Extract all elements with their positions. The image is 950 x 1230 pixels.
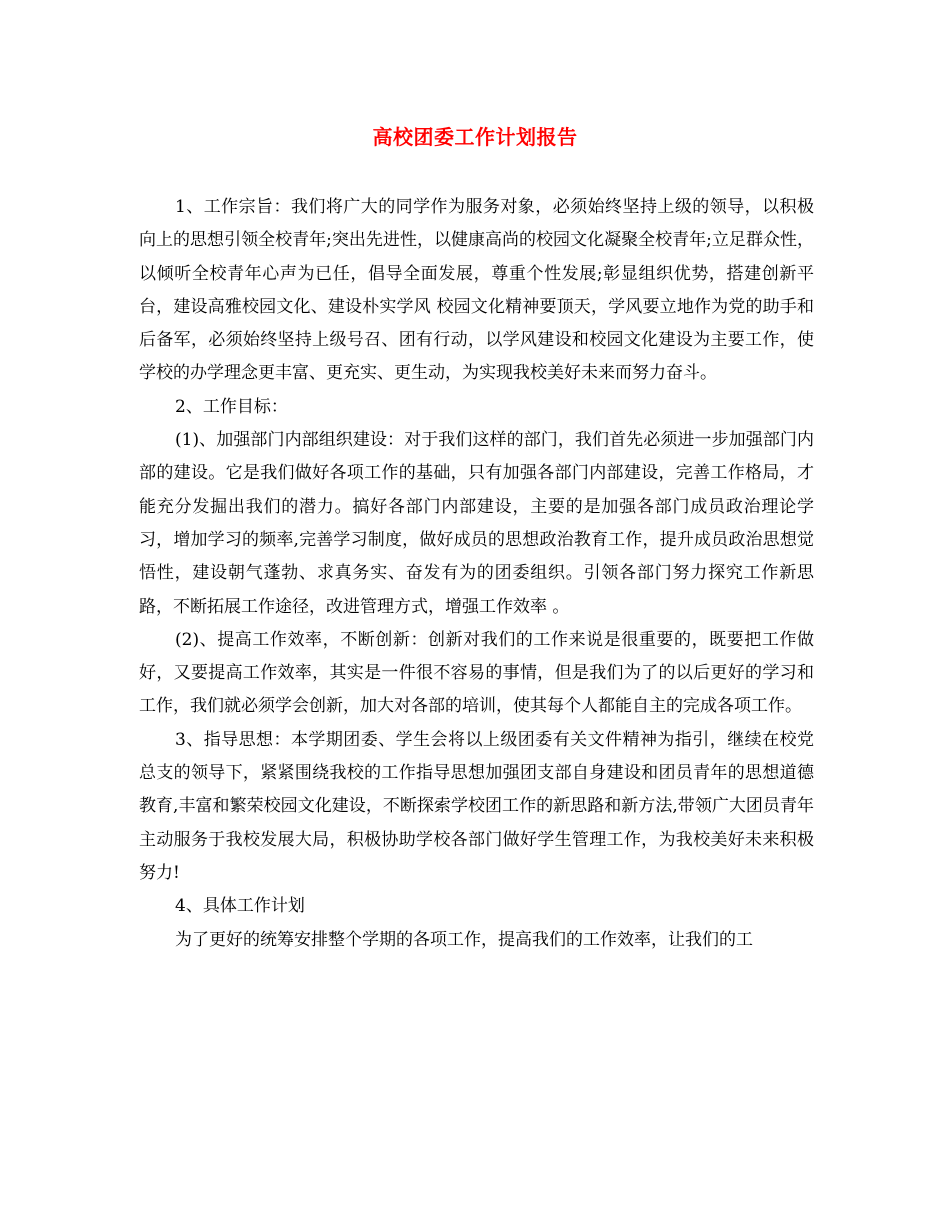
paragraph-goal-2: (2)、提高工作效率，不断创新：创新对我们的工作来说是很重要的，既要把工作做好，又要提高工作效率，其实是一件很不容易的事情，但是我们为了的以后更好的学习和工作，我们就必须学会创新，加大对各部的培训，使其每个人都能自主的完成各项工作。	[139, 629, 814, 717]
paragraph-work-plan-heading: 4、具体工作计划	[175, 896, 305, 917]
document-body	[139, 191, 814, 957]
paragraph-goal-1: (1)、加强部门内部组织建设：对于我们这样的部门，我们首先必须进一步加强部门内部的建设。它是我们做好各项工作的基础，只有加强各部门内部建设，完善工作格局，才能充分发掘出我们的潜力。搞好各部门内部建设，主要的是加强各部门成员政治理论学习，增加学习的频率,完善学习制度，做好成员的思想政治教育工作，提升成员政治思想觉悟性，建设朝气蓬勃、求真务实、奋发有为的团委组织。引领各部门努力探究工作新思路，不断拓展工作途径，改进管理方式，增强工作效率 。	[139, 430, 814, 617]
paragraph-work-purpose: 1、工作宗旨：我们将广大的同学作为服务对象，必须始终坚持上级的领导，以积极向上的思想引领全校青年;突出先进性，以健康高尚的校园文化凝聚全校青年;立足群众性，以倾听全校青年心声为已任，倡导全面发展，尊重个性发展;彰显组织优势，搭建创新平台，建设高雅校园文化、建设朴实学风 校园文化精神要顶天，学风要立地作为党的助手和后备军，必须始终坚持上级号召、团有行动，以学风建设和校园文化建设为主要工作，使学校的办学理念更丰富、更充实、更生动，为实现我校美好未来而努力奋斗。	[139, 197, 814, 384]
paragraph-work-plan-intro: 为了更好的统筹安排整个学期的各项工作，提高我们的工作效率，让我们的工	[175, 929, 753, 950]
document-title: 高校团委工作计划报告	[372, 125, 578, 149]
paragraph-work-goals-heading: 2、工作目标：	[175, 396, 288, 417]
paragraph-guiding-ideology: 3、指导思想：本学期团委、学生会将以上级团委有关文件精神为指引，继续在校党总支的领导下，紧紧围绕我校的工作指导思想加强团支部自身建设和团员青年的思想道德教育,丰富和繁荣校园文化建设，不断探索学校团工作的新思路和新方法,带领广大团员青年主动服务于我校发展大局，积极协助学校各部门做好学生管理工作，为我校美好未来积极努力!	[139, 729, 814, 883]
